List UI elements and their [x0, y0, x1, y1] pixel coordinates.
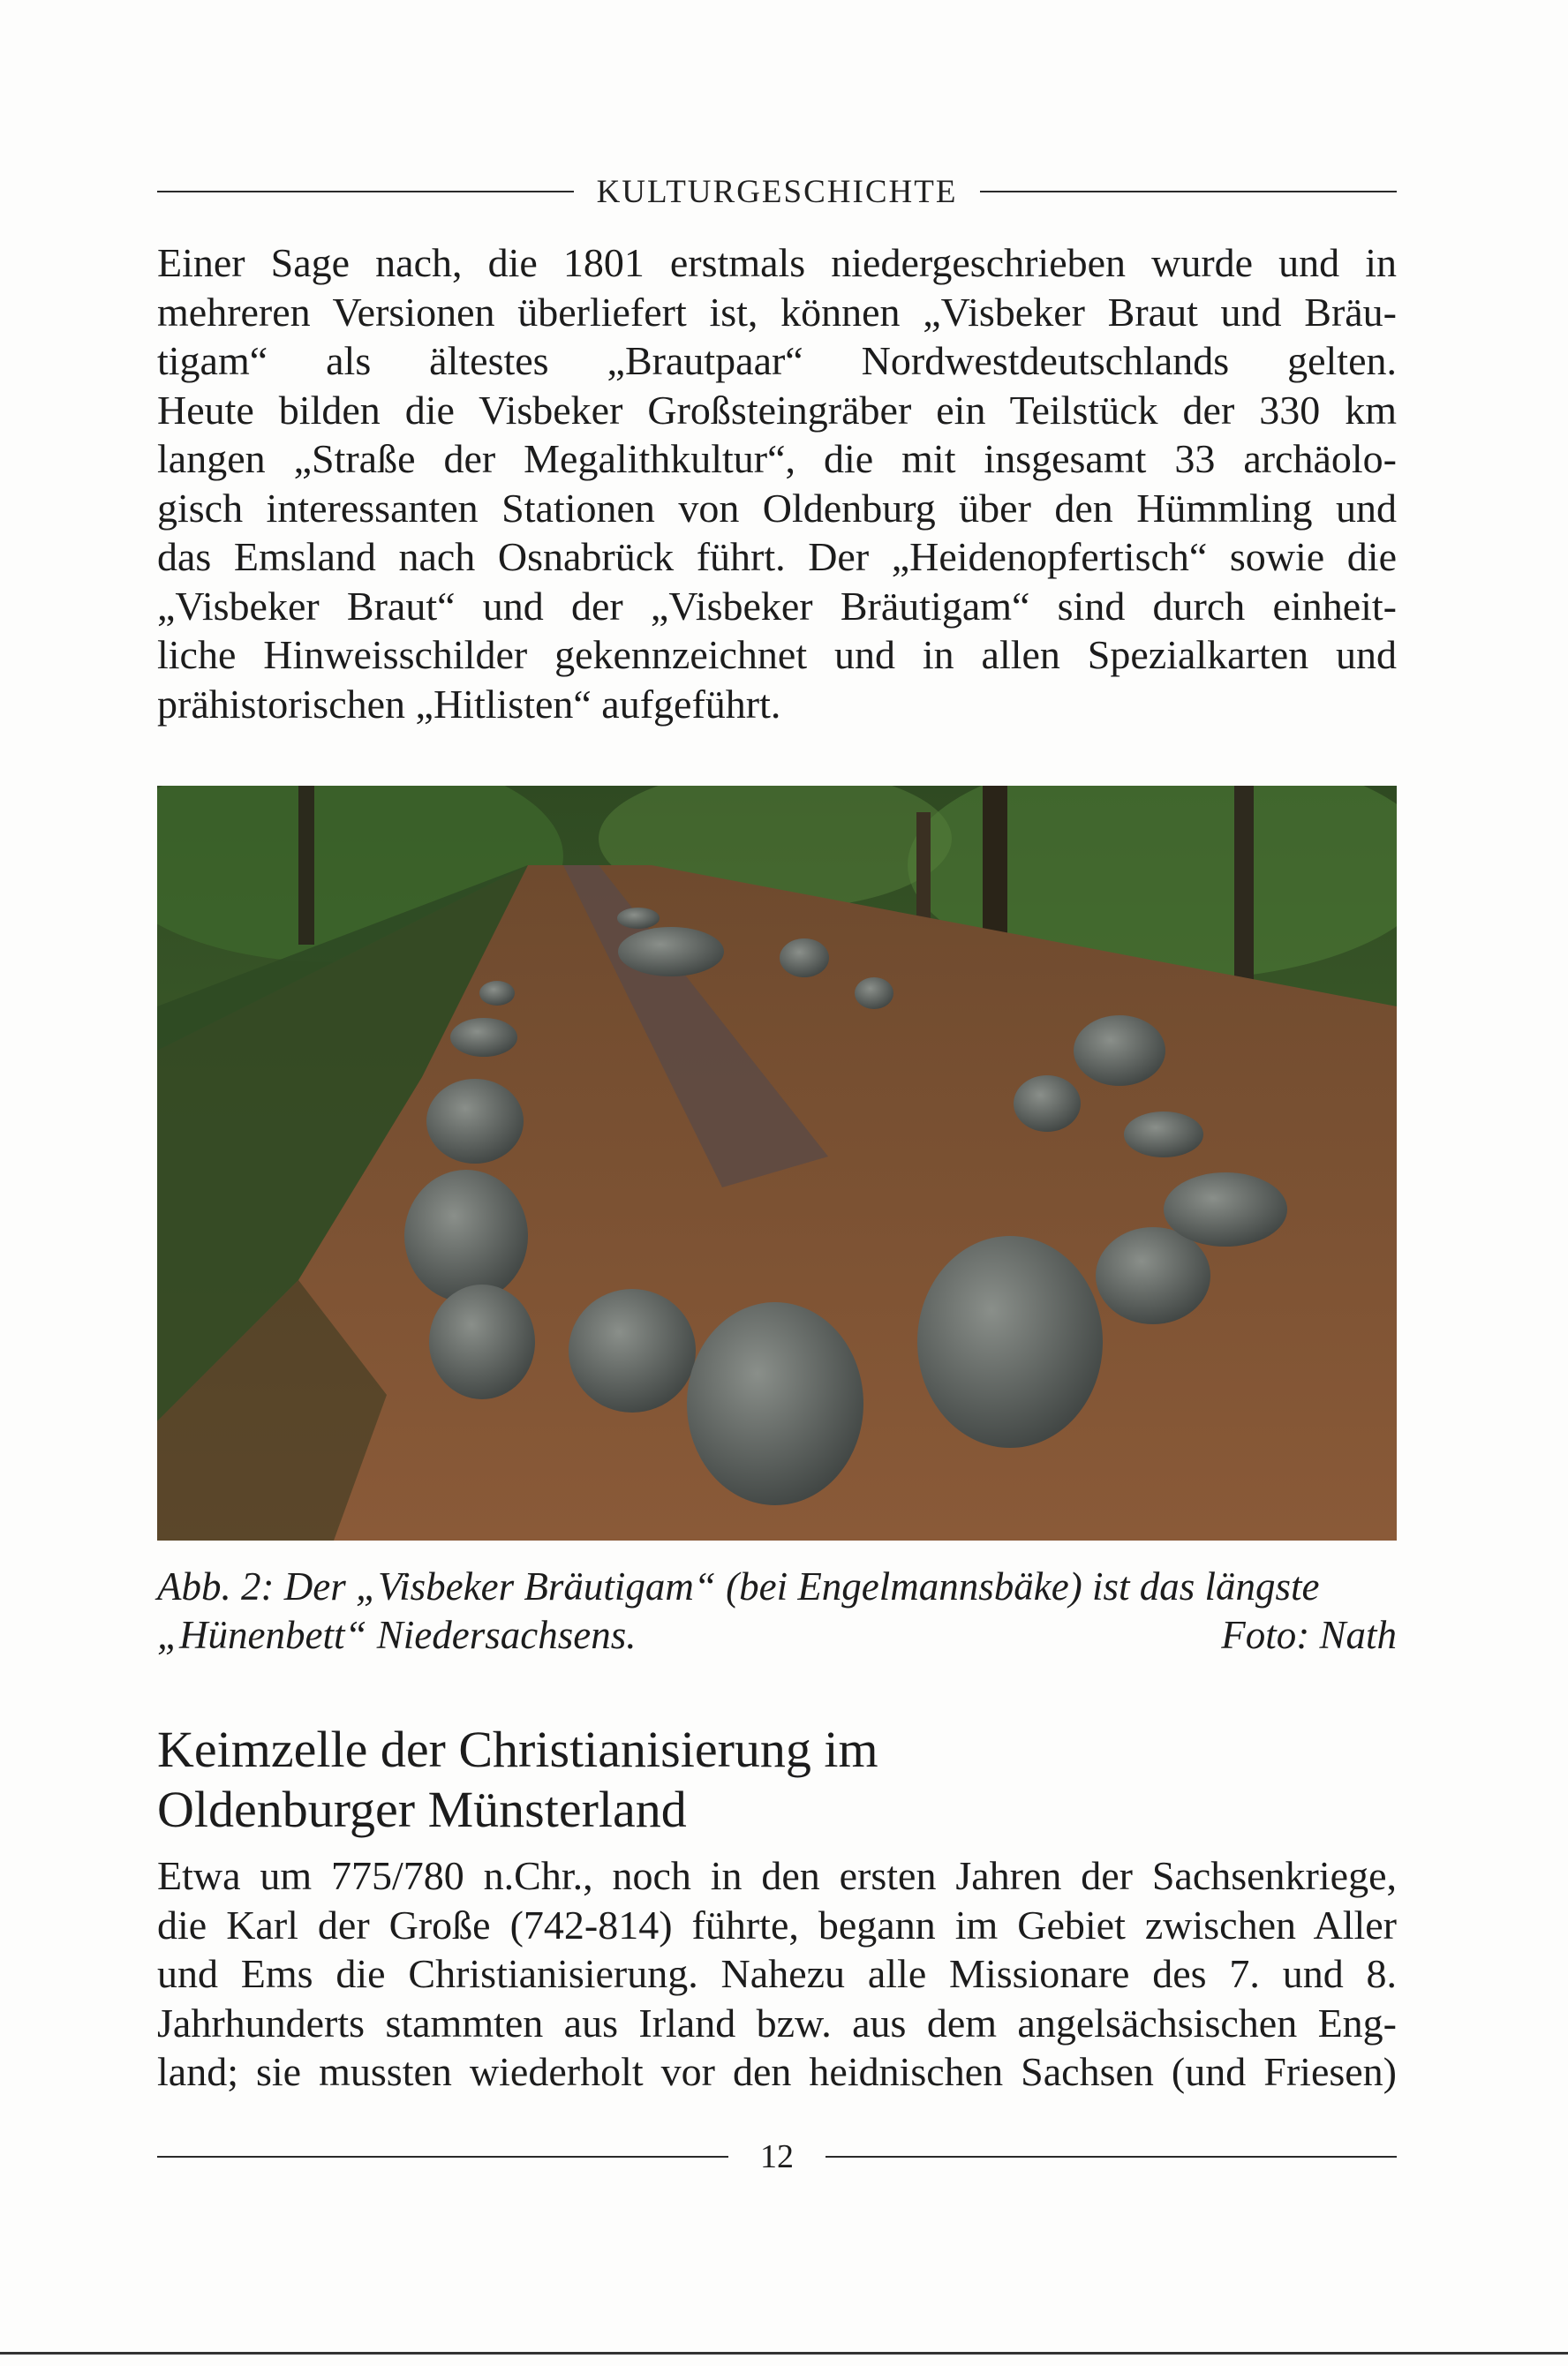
text-line: liche Hinweisschilder gekennzeichnet und in allen Spezialkarten und [157, 632, 1397, 677]
text-line: das Emsland nach Osnabrück führt. Der „Heidenopfertisch“ sowie die [157, 534, 1397, 579]
text-line: land; sie mussten wiederholt vor den heidnischen Sachsen (und Friesen) [157, 2049, 1397, 2094]
section-heading [157, 1720, 1397, 1840]
text-line: gisch interessanten Stationen von Oldenburg über den Hümmling und [157, 485, 1397, 531]
photo-credit: Foto: Nath [1221, 1613, 1397, 1657]
text-line: Jahrhunderts stammten aus Irland bzw. aus dem angelsächsischen Eng- [157, 2000, 1397, 2046]
text-line: die Karl der Große (742-814) führte, begann im Gebiet zwischen Aller [157, 1902, 1397, 1948]
page-footer [157, 2135, 1397, 2179]
text-line: tigam“ als ältestes „Brautpaar“ Nordwestdeutschlands gelten. [157, 338, 1397, 383]
figure-caption [157, 1563, 1397, 1660]
footer-rule-left [157, 2156, 728, 2158]
text-line: Heute bilden die Visbeker Großsteingräber ein Teilstück der 330 km [157, 387, 1397, 433]
paragraph-2 [157, 1851, 1397, 2097]
heading-line: Oldenburger Münsterland [157, 1781, 687, 1838]
text-line: „Visbeker Braut“ und der „Visbeker Bräutigam“ sind durch einheit- [157, 583, 1397, 629]
text-line: mehreren Versionen überliefert ist, können „Visbeker Braut und Bräu- [157, 289, 1397, 335]
running-head-title: KULTURGESCHICHTE [596, 173, 958, 210]
header-rule-right [980, 191, 1397, 192]
text-line: langen „Straße der Megalithkultur“, die mit insgesamt 33 archäolo- [157, 436, 1397, 481]
footer-rule-right [825, 2156, 1397, 2158]
caption-text: Abb. 2: Der „Visbeker Bräutigam“ (bei Engelmannsbäke) ist das längste [157, 1564, 1320, 1609]
header-rule-left [157, 191, 574, 192]
photo-illustration [157, 786, 1397, 1541]
text-line: Etwa um 775/780 n.Chr., noch in den ersten Jahren der Sachsenkriege, [157, 1853, 1397, 1898]
text-line: prähistorischen „Hitlisten“ aufgeführt. [157, 681, 781, 727]
page-number: 12 [760, 2138, 794, 2175]
page-edge-line [0, 2352, 1568, 2355]
text-line: Einer Sage nach, die 1801 erstmals niedergeschrieben wurde und in [157, 240, 1397, 285]
heading-line: Keimzelle der Christianisierung im [157, 1721, 878, 1778]
paragraph-1 [157, 238, 1397, 728]
caption-text-continued: „Hünenbett“ Niedersachsens. [157, 1613, 637, 1657]
running-head [157, 170, 1397, 214]
text-line: und Ems die Christianisierung. Nahezu alle Missionare des 7. und 8. [157, 1951, 1397, 1996]
megalith-grave-photo [157, 786, 1397, 1541]
